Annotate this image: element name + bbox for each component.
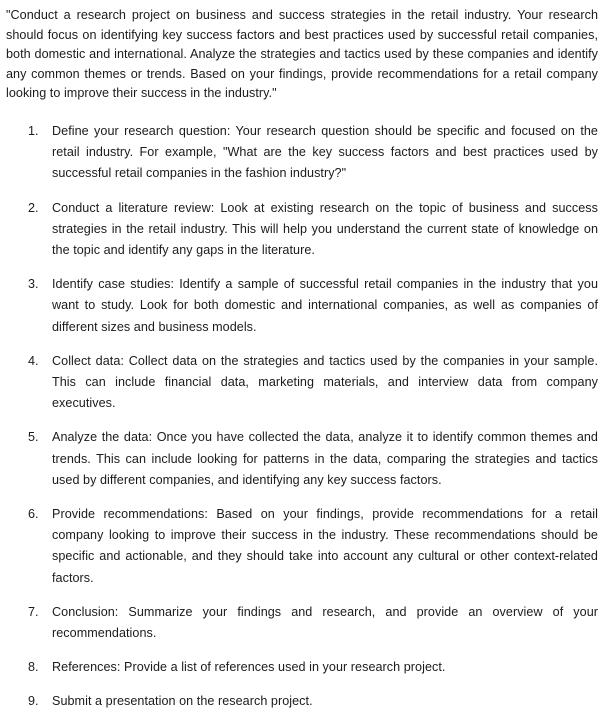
step-number: 7. [28,604,39,619]
step-text: Conclusion: Summarize your findings and research, and provide an overview of your recommendations. [52,604,598,641]
step-number: 2. [28,200,39,215]
steps-list [6,121,598,713]
step-number: 5. [28,430,39,445]
step-text: Identify case studies: Identify a sample of successful retail companies in the industry that you want to study. Look for both domestic and international companies, as well as companies of different sizes and business models. [52,277,598,334]
step-number: 1. [28,123,39,138]
step-item [6,351,598,415]
step-text: References: Provide a list of references used in your research project. [52,660,446,675]
intro-paragraph: "Conduct a research project on business and success strategies in the retail industry. Your research should focus on identifying key success factors and best practices used by successful retail companies, both domestic and international. Analyze the strategies and tactics used by these companies and identify any common themes or trends. Based on your findings, provide recommendations for a retail company looking to improve their success in the industry." [6,8,598,101]
step-number: 8. [28,660,39,675]
step-item [6,657,598,678]
step-item [6,427,598,491]
step-number: 4. [28,353,39,368]
step-text: Analyze the data: Once you have collected the data, analyze it to identify common themes and trends. This can include looking for patterns in the data, comparing the strategies and tactics used by different companies, and identifying any key success factors. [52,430,598,487]
step-text: Collect data: Collect data on the strategies and tactics used by the companies in your sample. This can include financial data, marketing materials, and interview data from company executives. [52,353,598,411]
step-item [6,691,598,712]
step-text: Define your research question: Your research question should be specific and focused on the retail industry. For example, "What are the key success factors and best practices used by successful retail companies in the fashion industry?" [52,123,598,181]
step-text: Conduct a literature review: Look at existing research on the topic of business and success strategies in the retail industry. This will help you understand the current state of knowledge on the topic and identify any gaps in the literature. [52,200,598,257]
step-item [6,198,598,262]
step-text: Provide recommendations: Based on your findings, provide recommendations for a retail company looking to improve their success in the industry. These recommendations should be specific and actionable, and they should take into account any cultural or other context-related factors. [52,507,598,585]
step-item [6,504,598,589]
step-number: 6. [28,507,39,522]
step-item [6,274,598,338]
step-item [6,121,598,185]
step-text: Submit a presentation on the research project. [52,694,313,709]
step-number: 9. [28,694,39,709]
step-item [6,602,598,644]
step-number: 3. [28,277,39,292]
